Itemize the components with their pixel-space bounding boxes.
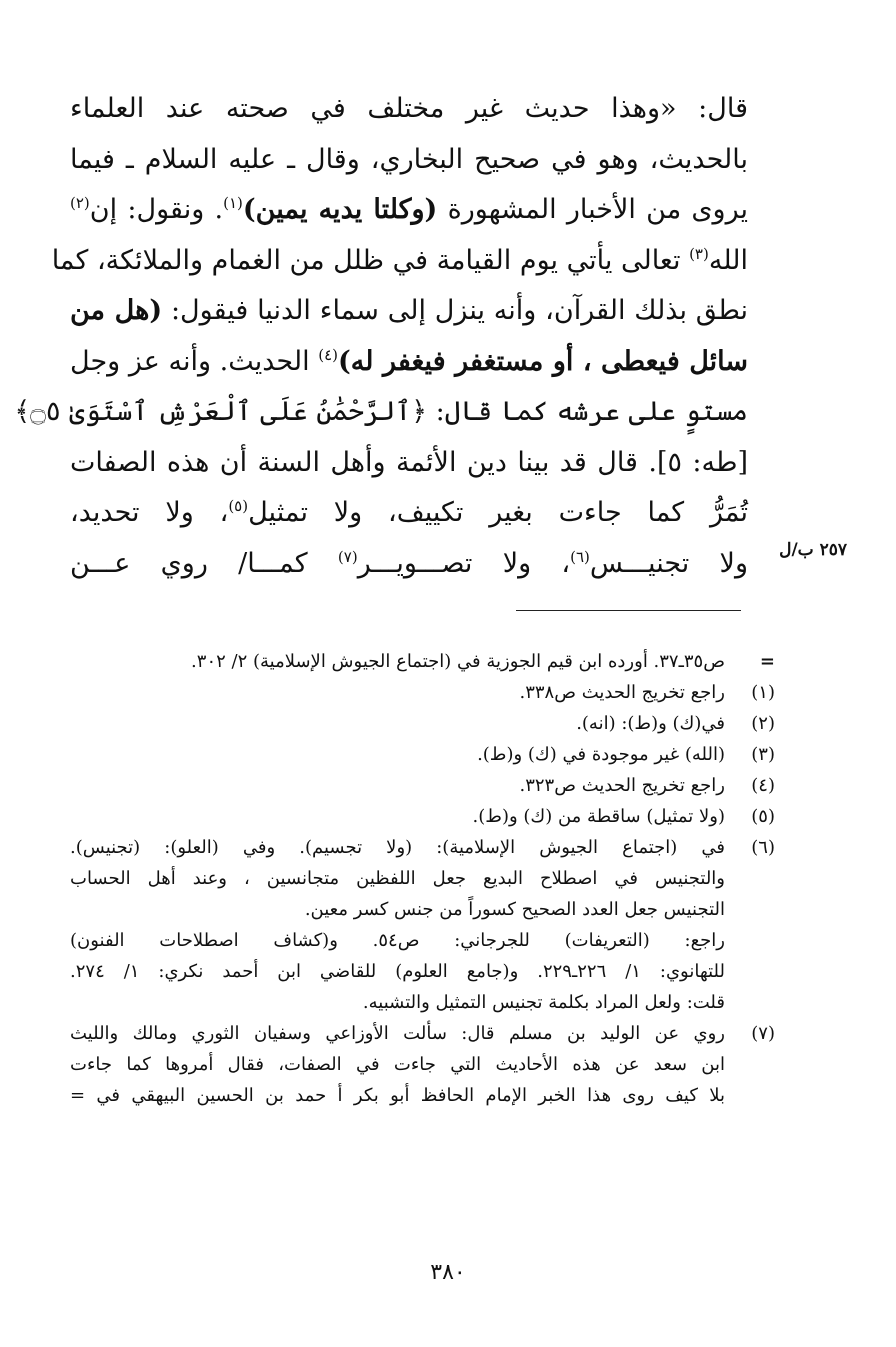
footnote [70, 832, 775, 1018]
footnote-number: (٧) [751, 1023, 775, 1044]
footnote-number: (٦) [751, 837, 775, 858]
footnote-text [70, 677, 725, 708]
footnote [70, 677, 775, 708]
text-segment: ، ولا تحديد، [70, 497, 229, 528]
quoted-text: سائل فيعطى ، أو مستغفر فيغفر له) [338, 345, 749, 377]
text-segment: الله [708, 244, 748, 276]
footnote-line: راجع تخريج الحديث ص٣٣٨. [519, 682, 725, 703]
quoted-text: (هل من [70, 295, 163, 326]
footnote-line: بلا كيف روى هذا الخبر الإمام الحافظ أبو بكر أ حمد بن الحسين البيهقي في = [70, 1085, 725, 1106]
continuation-text: ص٣٥ـ٣٧. أورده ابن قيم الجوزية في (اجتماع الجيوش الإسلامية) ٢/ ٣٠٢. [191, 651, 725, 672]
main-text-line [70, 286, 748, 337]
text-segment: نطق بذلك القرآن، وأنه ينزل إلى سماء الدنيا فيقول: [162, 295, 748, 326]
text-segment: تُمَرُّ كما جاءت بغير تكييف، ولا تمثيل [248, 497, 748, 528]
footnote-reference: (٦) [570, 547, 590, 566]
main-text-line [70, 185, 748, 236]
footnote-number: (٥) [751, 806, 775, 827]
text-segment: ولا تجنيـــس [589, 547, 748, 579]
footnote-line: قلت: ولعل المراد بكلمة تجنيس التمثيل والتشبيه. [362, 992, 725, 1013]
text-segment: قال: «وهذا حديث غير مختلف في صحته عند العلماء [70, 93, 748, 124]
footnote-text [70, 801, 725, 832]
main-text-line [51, 236, 748, 287]
main-text-block [14, 84, 749, 589]
footnote [70, 1018, 775, 1111]
page-number: ٣٨٠ [430, 1260, 466, 1285]
footnote-reference: (١) [223, 194, 243, 212]
text-segment: كمـــا/ روي عـــن [70, 547, 338, 579]
text-segment: [طه: ٥]. قال قد بينا دين الأئمة وأهل السنة أن هذه الصفات [70, 446, 748, 478]
footnote-line: ابن سعد عن هذه الأحاديث التي جاءت في الصفات، فقال أمروها كما جاءت [70, 1054, 725, 1075]
main-text-line [70, 135, 748, 186]
footnote-line: (ولا تمثيل) ساقطة من (ك) و(ط). [472, 806, 725, 827]
footnote-text [70, 832, 725, 1018]
footnote [70, 708, 775, 739]
footnote-reference: (٤) [318, 345, 339, 364]
footnote-line: للتهانوي: ١/ ٢٢٦ـ٢٢٩. و(جامع العلوم) للقاضي ابن أحمد نكري: ١/ ٢٧٤. [70, 961, 725, 982]
footnote-list [70, 677, 775, 1111]
quoted-text: (وكلتا يديه يمين) [242, 194, 438, 225]
footnote-reference: (٧) [337, 547, 358, 566]
footnote-text [70, 1018, 725, 1111]
margin-folio-note: ٢٥٧ ب/ل [779, 540, 847, 560]
footnote-line: (الله) غير موجودة في (ك) و(ط). [477, 744, 725, 765]
footnote-line: والتجنيس في اصطلاح البديع جعل اللفظين متجانسين ، وعند أهل الحساب [70, 868, 725, 889]
main-text-line [14, 387, 748, 438]
footnote-number: (٢) [751, 713, 775, 734]
main-text-line [70, 84, 748, 135]
footnotes-block [70, 646, 775, 1111]
footnote-line: روي عن الوليد بن مسلم قال: سألت الأوزاعي وسفيان الثوري ومالك والليث [70, 1023, 725, 1044]
main-text-line [70, 488, 748, 539]
footnote [70, 770, 775, 801]
footnote-text [70, 708, 725, 739]
footnote [70, 739, 775, 770]
text-segment: . ونقول: إن [89, 194, 224, 225]
footnote-line: راجع: (التعريفات) للجرجاني: ص٥٤. و(كشاف اصطلاحات الفنون) [70, 930, 725, 951]
main-text-line [70, 337, 748, 388]
text-segment: الحديث. وأنه عز وجل [70, 345, 319, 377]
footnote-text [70, 739, 725, 770]
footnote-separator-rule [516, 610, 741, 611]
text-segment: تعالى يأتي يوم القيامة في ظلل من الغمام والملائكة، كما [51, 244, 690, 276]
footnote-line: في (اجتماع الجيوش الإسلامية): (ولا تجسيم). وفي (العلو): (تجنيس). [70, 837, 725, 858]
footnote-line: التجنيس جعل العدد الصحيح كسوراً من جنس كسر معين. [304, 899, 725, 920]
footnote-reference: (٢) [70, 194, 90, 212]
footnote-number: (٤) [751, 775, 775, 796]
footnote-number: (٣) [751, 744, 775, 765]
continuation-mark: = [759, 651, 775, 672]
text-segment: بالحديث، وهو في صحيح البخاري، وقال ـ عليه السلام ـ فيما [70, 143, 748, 175]
main-text-line [70, 539, 748, 590]
main-text-line [70, 438, 748, 489]
footnote-reference: (٥) [228, 497, 249, 515]
footnote-continuation [70, 646, 775, 677]
footnote-text [70, 770, 725, 801]
footnote-line: في(ك) و(ط): (انه). [576, 713, 725, 734]
text-segment: ، ولا تصـــويـــر [357, 547, 571, 579]
footnote-line: راجع تخريج الحديث ص٣٢٣. [519, 775, 725, 796]
text-segment: يروى من الأخبار المشهورة [437, 194, 749, 225]
footnote-reference: (٣) [689, 244, 709, 263]
footnote-number: (١) [751, 682, 775, 703]
text-segment: مستوٍ على عرشه كما قال: ﴿ٱلرَّحْمَٰنُ عَلَى ٱلْعَرْشِ ٱسْتَوَىٰ ۝٥﴾ [14, 396, 748, 427]
footnote [70, 801, 775, 832]
